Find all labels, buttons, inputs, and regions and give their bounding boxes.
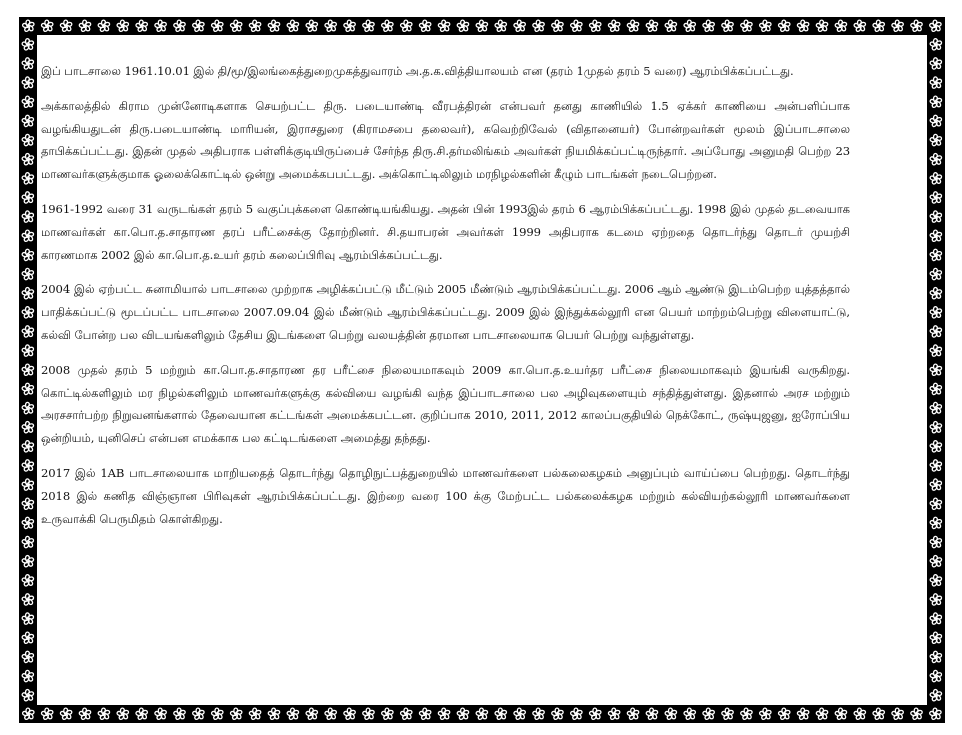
flower-motif-icon (929, 498, 941, 510)
flower-motif-icon (286, 20, 298, 32)
flower-motif-icon (872, 708, 884, 720)
flower-motif-icon (929, 651, 941, 663)
flower-motif-icon (135, 708, 147, 720)
flower-motif-icon (816, 20, 828, 32)
flower-motif-icon (929, 479, 941, 491)
flower-motif-icon (910, 20, 922, 32)
flower-motif-icon (21, 402, 33, 414)
flower-motif-icon (21, 383, 33, 395)
flower-motif-icon (173, 708, 185, 720)
flower-motif-icon (21, 651, 33, 663)
flower-motif-icon (22, 20, 34, 32)
flower-motif-icon (475, 20, 487, 32)
flower-motif-icon (532, 20, 544, 32)
flower-motif-icon (400, 20, 412, 32)
flower-motif-icon (929, 517, 941, 529)
flower-motif-icon (929, 268, 941, 280)
flower-motif-icon (21, 96, 33, 108)
flower-motif-icon (929, 440, 941, 452)
flower-motif-icon (929, 134, 941, 146)
flower-motif-icon (929, 574, 941, 586)
flower-motif-icon (21, 593, 33, 605)
flower-motif-icon (362, 20, 374, 32)
flower-motif-icon (721, 20, 733, 32)
flower-motif-icon (570, 708, 582, 720)
flower-motif-icon (98, 708, 110, 720)
flower-motif-icon (438, 708, 450, 720)
flower-motif-icon (154, 20, 166, 32)
flower-motif-icon (494, 20, 506, 32)
flower-motif-icon (929, 77, 941, 89)
flower-motif-icon (513, 20, 525, 32)
flower-motif-icon (173, 20, 185, 32)
flower-motif-icon (21, 38, 33, 50)
flower-motif-icon (21, 134, 33, 146)
flower-motif-icon (21, 268, 33, 280)
flower-motif-icon (21, 249, 33, 261)
flower-motif-icon (21, 345, 33, 357)
flower-motif-icon (929, 153, 941, 165)
flower-motif-icon (21, 555, 33, 567)
flower-motif-icon (249, 20, 261, 32)
flower-motif-icon (475, 708, 487, 720)
flower-motif-icon (797, 20, 809, 32)
flower-motif-icon (457, 20, 469, 32)
flower-motif-icon (60, 708, 72, 720)
flower-motif-icon (589, 708, 601, 720)
flower-motif-icon (21, 211, 33, 223)
flower-motif-icon (305, 20, 317, 32)
flower-motif-icon (98, 20, 110, 32)
flower-motif-icon (21, 325, 33, 337)
flower-motif-icon (702, 20, 714, 32)
flower-motif-icon (929, 364, 941, 376)
flower-motif-icon (929, 57, 941, 69)
flower-motif-icon (41, 20, 53, 32)
flower-motif-icon (835, 20, 847, 32)
flower-motif-icon (853, 708, 865, 720)
flower-motif-icon (343, 708, 355, 720)
flower-motif-icon (759, 20, 771, 32)
flower-motif-icon (740, 708, 752, 720)
flower-motif-icon (400, 708, 412, 720)
flower-motif-icon (683, 20, 695, 32)
flower-motif-icon (21, 306, 33, 318)
flower-motif-icon (230, 20, 242, 32)
flower-motif-icon (929, 689, 941, 701)
flower-motif-icon (154, 708, 166, 720)
flower-motif-icon (211, 20, 223, 32)
flower-motif-icon (929, 191, 941, 203)
flower-motif-icon (759, 708, 771, 720)
flower-motif-icon (324, 20, 336, 32)
flower-motif-icon (891, 708, 903, 720)
flower-motif-icon (21, 670, 33, 682)
flower-motif-icon (872, 20, 884, 32)
flower-motif-icon (683, 708, 695, 720)
flower-motif-icon (929, 613, 941, 625)
flower-motif-icon (929, 345, 941, 357)
flower-motif-icon (41, 708, 53, 720)
flower-motif-icon (79, 20, 91, 32)
flower-motif-icon (627, 708, 639, 720)
flower-motif-icon (305, 708, 317, 720)
flower-motif-icon (929, 402, 941, 414)
flower-motif-icon (551, 708, 563, 720)
flower-motif-icon (21, 574, 33, 586)
flower-motif-icon (438, 20, 450, 32)
flower-motif-icon (21, 536, 33, 548)
flower-motif-icon (21, 115, 33, 127)
paragraph-1ab-status: 2017 இல் 1AB பாடசாலையாக மாறியதைத் தொடர்ந்து தொழிநுட்பத்துறையில் மாணவர்களை பல்கலைகழகம் அனுப்பும் வாய்ப்பை பெற்றது. தொடர்ந்து 2018 இல் கணித விஞ்ஞான பிரிவுகள் ஆரம்பிக்கப்பட்டது. இற்றை வரை 100 க்கு மேற்பட்ட பல்கலைக்கழக மற்றும் கல்வியற்கல்லூரி மாணவர்களை உருவாக்கி பெருமிதம் கொள்கிறது. (41, 465, 850, 526)
flower-motif-icon (135, 20, 147, 32)
flower-motif-icon (116, 20, 128, 32)
flower-motif-icon (21, 364, 33, 376)
document-text (41, 60, 850, 542)
flower-motif-icon (929, 708, 941, 720)
flower-motif-icon (21, 153, 33, 165)
flower-motif-icon (211, 708, 223, 720)
flower-motif-icon (929, 172, 941, 184)
flower-motif-icon (778, 20, 790, 32)
flower-motif-icon (853, 20, 865, 32)
flower-motif-icon (778, 708, 790, 720)
paragraph-founding: இப் பாடசாலை 1961.10.01 இல் தி/மூ/இலங்கைத்துறைமுகத்துவாரம் அ.த.க.வித்தியாலயம் என (தரம் 1முதல் தரம் 5 வரை) ஆரம்பிக்கப்பட்டது. (41, 64, 794, 78)
flower-motif-icon (21, 57, 33, 69)
flower-motif-icon (494, 708, 506, 720)
flower-motif-icon (835, 708, 847, 720)
flower-motif-icon (21, 440, 33, 452)
flower-motif-icon (192, 708, 204, 720)
flower-motif-icon (21, 230, 33, 242)
paragraph-1961-1992: 1961-1992 வரை 31 வருடங்கள் தரம் 5 வகுப்புக்களை கொண்டியங்கியது. அதன் பின் 1993இல் தரம் 6 ஆரம்பிக்கப்பட்டது. 1998 இல் முதல் தடவையாக மாணவர்கள் கா.பொ.த.சாதாரண தரப் பரீட்சைக்கு தோற்றினர். சி.தயாபரன் அவர்கள் 1999 அதிபராக கடமை ஏற்றதை தொடர்ந்து தொடர் முயற்சி காரணமாக 2002 இல் கா.பொ.த.உயர் தரம் கலைப்பிரிவு ஆரம்பிக்கப்பட்டது. (41, 201, 850, 262)
flower-motif-icon (929, 555, 941, 567)
flower-motif-icon (60, 20, 72, 32)
flower-motif-icon (608, 20, 620, 32)
flower-motif-icon (21, 459, 33, 471)
flower-motif-icon (21, 421, 33, 433)
flower-motif-icon (362, 708, 374, 720)
flower-motif-icon (513, 708, 525, 720)
flower-motif-icon (249, 708, 261, 720)
flower-motif-icon (929, 421, 941, 433)
flower-motif-icon (627, 20, 639, 32)
flower-motif-icon (929, 230, 941, 242)
flower-motif-icon (324, 708, 336, 720)
flower-motif-icon (268, 20, 280, 32)
flower-motif-icon (646, 20, 658, 32)
flower-motif-icon (343, 20, 355, 32)
flower-motif-icon (21, 77, 33, 89)
flower-motif-icon (929, 632, 941, 644)
flower-motif-icon (21, 498, 33, 510)
flower-motif-icon (21, 479, 33, 491)
flower-motif-icon (664, 708, 676, 720)
flower-motif-icon (116, 708, 128, 720)
flower-motif-icon (929, 287, 941, 299)
flower-motif-icon (929, 211, 941, 223)
flower-motif-icon (929, 325, 941, 337)
flower-motif-icon (22, 708, 34, 720)
flower-motif-icon (929, 383, 941, 395)
flower-motif-icon (929, 670, 941, 682)
flower-motif-icon (532, 708, 544, 720)
flower-motif-icon (929, 459, 941, 471)
flower-motif-icon (929, 115, 941, 127)
flower-motif-icon (21, 191, 33, 203)
flower-motif-icon (381, 708, 393, 720)
flower-motif-icon (589, 20, 601, 32)
flower-motif-icon (891, 20, 903, 32)
flower-motif-icon (192, 20, 204, 32)
flower-motif-icon (21, 613, 33, 625)
flower-motif-icon (551, 20, 563, 32)
flower-motif-icon (268, 708, 280, 720)
paragraph-exam-centre: 2008 முதல் தரம் 5 மற்றும் கா.பொ.த.சாதாரண தர பரீட்சை நிலையமாகவும் 2009 கா.பொ.த.உயர்தர பரீட்சை நிலையமாகவும் இயங்கி வருகிறது. கொட்டில்களிலும் மர நிழல்களிலும் மாணவர்களுக்கு கல்வியை வழங்கி வந்த இப்பாடசாலை பல அழிவுகளையும் சந்தித்துள்ளது. இதனால் அரச மற்றும் அரசசார்பற்ற நிறுவனங்களால் தேவையான கட்டங்கள் அமைக்கபட்டன. குறிப்பாக 2010, 2011, 2012 காலப்பகுதியில் நெக்கோட், ருஷ்யுஜனு, ஐரோப்பிய ஒன்றியம், யுனிசெப் என்பன எமக்காக பல கட்டிடங்களை அமைத்து தந்தது. (41, 362, 850, 446)
flower-motif-icon (929, 38, 941, 50)
flower-motif-icon (230, 708, 242, 720)
flower-motif-icon (721, 708, 733, 720)
flower-motif-icon (608, 708, 620, 720)
flower-motif-icon (570, 20, 582, 32)
flower-motif-icon (702, 708, 714, 720)
flower-motif-icon (929, 249, 941, 261)
flower-motif-icon (286, 708, 298, 720)
flower-motif-icon (21, 689, 33, 701)
flower-motif-icon (929, 536, 941, 548)
flower-motif-icon (646, 708, 658, 720)
paragraph-early-history: அக்காலத்தில் கிராம முன்னோடிகளாக செயற்பட்ட திரு. படையாண்டி வீரபத்திரன் என்பவர் தனது காணியில் 1.5 ஏக்கர் காணியை அன்பளிப்பாக வழங்கியதுடன் திரு.படையாண்டி மாரியன், இராசதுரை (கிராமசபை தலைவர்), கவெற்றிவேல் (விதானையர்) போன்றவர்கள் மூலம் இப்பாடசாலை தாபிக்கப்பட்டது. இதன் முதல் அதிபராக பள்ளிக்குடியிருப்பைச் சேர்ந்த திரு.சி.தர்மலிங்கம் அவர்கள் நியமிக்கப்பட்டிருந்தார். அப்போது அனுமதி பெற்ற 23 மாணவர்களுக்குமாக ஓலைக்கொட்டில் ஒன்று அமைக்கபபட்டது. அக்கொட்டிலிலும் மரநிழல்களின் கீழும் பாடங்கள் நடைபெற்றன. (41, 98, 850, 182)
flower-motif-icon (419, 20, 431, 32)
flower-motif-icon (929, 306, 941, 318)
flower-motif-icon (929, 96, 941, 108)
flower-motif-icon (419, 708, 431, 720)
flower-motif-icon (79, 708, 91, 720)
flower-motif-icon (21, 632, 33, 644)
flower-motif-icon (929, 593, 941, 605)
flower-motif-icon (21, 517, 33, 529)
flower-motif-icon (797, 708, 809, 720)
flower-motif-icon (740, 20, 752, 32)
flower-motif-icon (816, 708, 828, 720)
flower-motif-icon (381, 20, 393, 32)
flower-motif-icon (910, 708, 922, 720)
paragraph-tsunami-rebuild: 2004 இல் ஏற்பட்ட சுனாமியால் பாடசாலை முற்றாக அழிக்கப்பட்டு மீட்டும் 2005 மீண்டும் ஆரம்பிக்கப்பட்டது. 2006 ஆம் ஆண்டு இடம்பெற்ற யுத்தத்தால் பாதிக்கப்பட்டு மூடப்பட்ட பாடசாலை 2007.09.04 இல் மீண்டும் ஆரம்பிக்கப்பட்டது. 2009 இல் இந்துக்கல்லூரி என பெயர் மாற்றம்பெற்று விளையாட்டு, கல்வி போன்ற பல விடயங்களிலும் தேசிய இடங்களை பெற்று வலயத்தின் தரமான பாடசாலையாக பெயர் பெற்று வந்துள்ளது. (41, 282, 850, 342)
flower-motif-icon (457, 708, 469, 720)
flower-motif-icon (664, 20, 676, 32)
flower-motif-icon (21, 287, 33, 299)
flower-motif-icon (929, 20, 941, 32)
flower-motif-icon (21, 172, 33, 184)
